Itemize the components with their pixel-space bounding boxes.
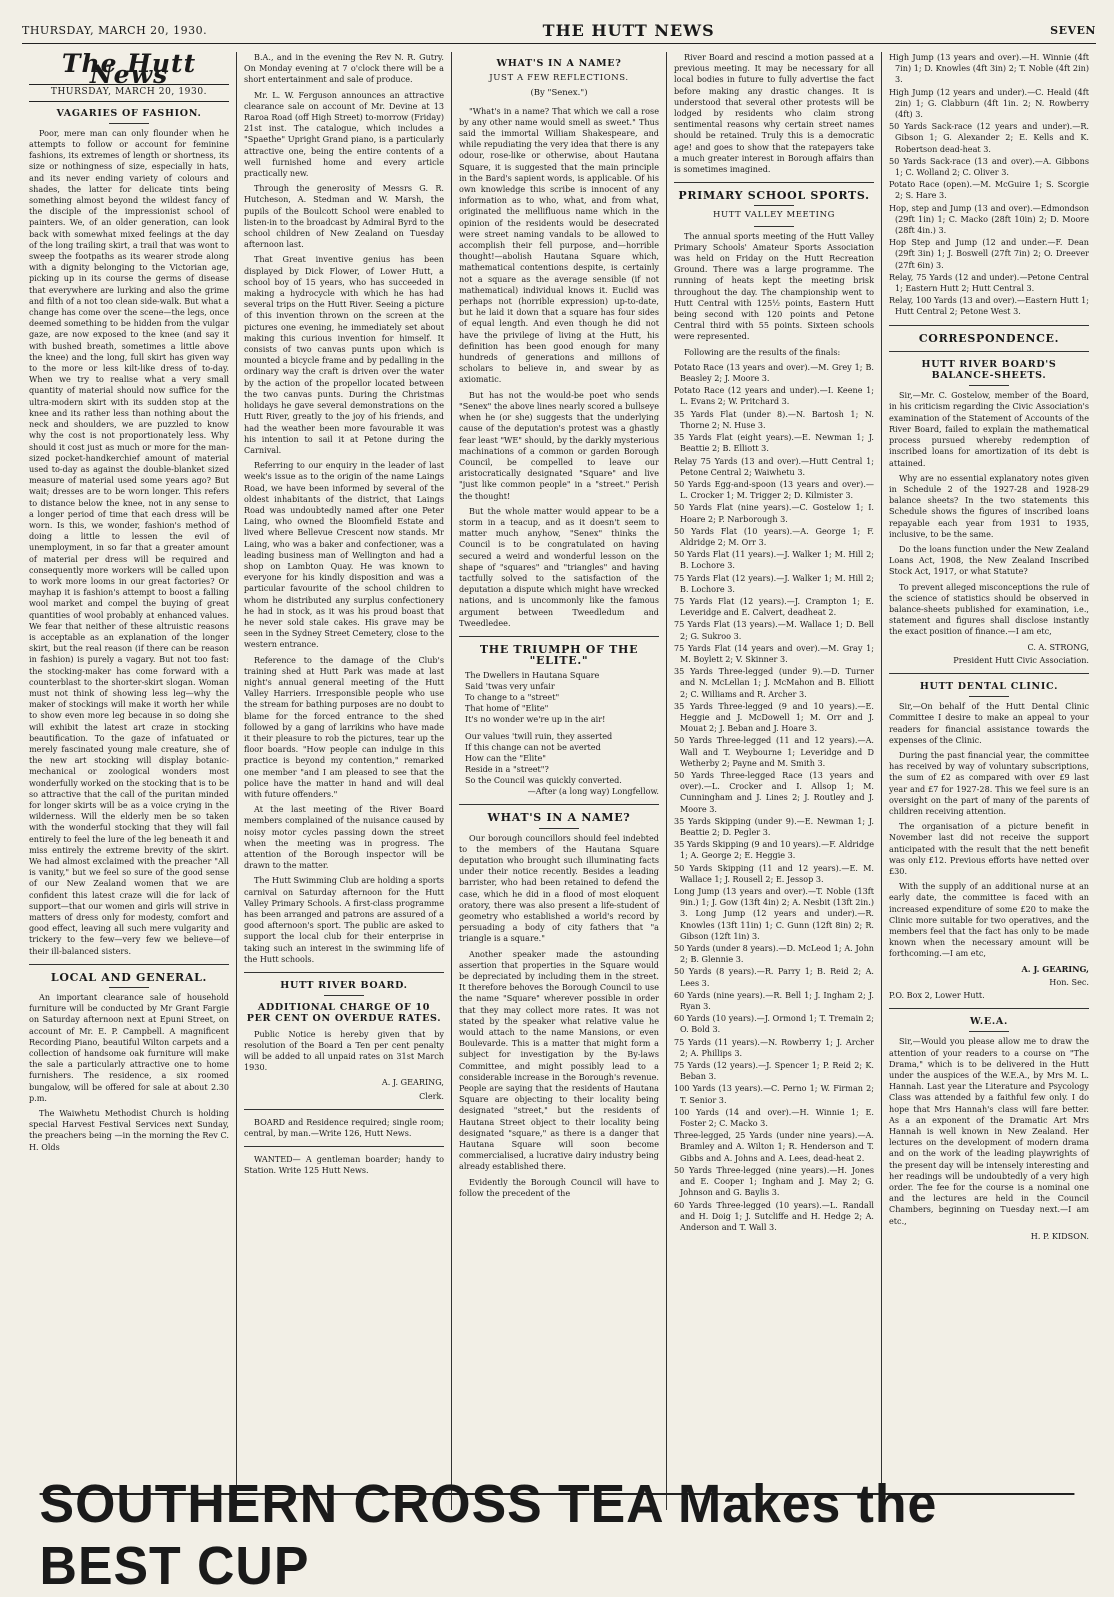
result-item: 50 Yards Flat (nine years).—C. Gostelow 1; I. Hoare 2; P. Narborough 3. <box>674 502 874 524</box>
poem-line: Reside in a "street"? <box>465 764 549 775</box>
divider <box>969 1031 1009 1032</box>
local-paragraph: Referring to our enquiry in the leader of last week's issue as to the origin of the name Laings Road, we have been informed by several of the oldest inhabitants of the district, that Laings Road was undoubtedly named after one Peter Laing, who owned the Bloomfield Estate and lived where Bellevue Crescent now stands. Mr Laing, who was a baker and confectioner, was a leading business man of Wellington and had a shop on Lambton Quay. He was known to everyone for his kindly disposition and was a particular favourite of the school children to whom he distributed any surplus confectionery he had in stock, as it was his proud boast that he never sold stale cakes. His grave may be seen in the Sydney Street Cemetery, close to the western entrance. <box>244 460 444 650</box>
article-paragraph: But has not the would-be poet who sends "Senex" the above lines nearly scored a bullseye when he (or she) suggests that the underlying cause of the deputation's protest was a ghastly fear least "WE" should, by the darkly mysterious machinations of a common or garden Borough Council, be compelled to leave our aristocratically designated "Square" and live "just like common people" in a "street." Perish the thought! <box>459 389 659 501</box>
result-item: 75 Yards Flat (13 years).—M. Wallace 1; D. Bell 2; G. Sukroo 3. <box>674 619 874 641</box>
local-paragraph: Through the generosity of Messrs G. R. Hutcheson, A. Stedman and W. Marsh, the pupils of the Boulcott School were enabled to listen-in to the broadcast by Admiral Byrd to the school children of New Zealand on Tuesday afternoon last. <box>244 183 444 250</box>
divider <box>324 995 364 996</box>
divider <box>889 351 1089 352</box>
columns <box>22 52 1096 1510</box>
result-item: 35 Yards Three-legged (under 9).—D. Turner and N. McLellan 1; J. McMahon and B. Elliott 2; C. Williams and R. Archer 3. <box>674 666 874 699</box>
column-4 <box>667 52 882 1510</box>
poem-line: Our values 'twill ruin, they asserted <box>465 731 613 742</box>
results-list <box>674 362 874 1233</box>
local-paragraph: The Waiwhetu Methodist Church is holding special Harvest Festival Services next Sunday, the preachers being —in the morning the Rev C. H. Olds <box>29 1108 229 1152</box>
result-item: 75 Yards Flat (12 years).—J. Walker 1; M. Hill 2; B. Lochore 3. <box>674 572 874 594</box>
result-item: 50 Yards Skipping (11 and 12 years).—E. M. Wallace 1; J. Rousell 2; E. Jessop 3. <box>674 862 874 884</box>
poem-line: How can the "Elite" <box>465 753 546 764</box>
result-item: 100 Yards (13 years).—C. Perno 1; W. Firman 2; T. Senior 3. <box>674 1083 874 1105</box>
letter-title: HUTT DENTAL CLINIC. <box>919 680 1059 692</box>
letter-paragraph: The organisation of a picture benefit in November last did not receive the support anticipated with the result that the nett benefit was only £12. Previous efforts have netted over £30. <box>889 821 1089 876</box>
result-item: 50 Yards Flat (11 years).—J. Walker 1; M. Hill 2; B. Lochore 3. <box>674 549 874 571</box>
divider <box>244 1146 444 1147</box>
result-item: Relay, 100 Yards (13 and over).—Eastern Hutt 1; Hutt Central 2; Petone West 3. <box>889 295 1089 317</box>
result-item: 50 Yards Flat (10 years).—A. George 1; F. Aldridge 2; M. Orr 3. <box>674 525 874 547</box>
local-paragraph: B.A., and in the evening the Rev N. R. Gutry. On Monday evening at 7 o'clock there will be a short entertainment and sale of produce. <box>244 52 444 85</box>
poem-line: To change to a "street" <box>465 692 560 703</box>
header-paper-name: THE HUTT NEWS <box>542 20 715 40</box>
article-title-name-2: WHAT'S IN A NAME? <box>487 811 631 825</box>
article-paragraph: But the whole matter would appear to be a storm in a teacup, and as it doesn't seem to matter much anyhow, "Senex" thinks the Council is to be congratulated on having secured a weird and wonderful lesson on the shape of "squares" and "triangles" and having tactfully solved to the satisfaction of the deputation a dispute which might have wrecked nations, and is uncommonly like the famous argument between Tweedledum and Tweedledee. <box>459 505 659 628</box>
divider <box>969 385 1009 386</box>
divider <box>109 123 149 124</box>
local-paragraph: That Great inventive genius has been displayed by Dick Flower, of Lower Hutt, a school boy of 15 years, who has succeeded in making a hydrocycle with which he has had several trips on the Hutt River. Seeing a picture of this invention thrown on the screen at the pictures one evening, he immediately set about making this curious invention for himself. It consists of two canvas punts upon which is mounted a bicycle frame and by pedalling in the ordinary way the craft is driven over the water by the action of the propellor located between the two canvas punts. During the Christmas holidays he gave several demonstrations on the Hutt River, greatly to the joy of his friends, and had the weather been more favourable it was his intention to sail it at Petone during the Carnival. <box>244 254 444 455</box>
poem-line: The Dwellers in Hautana Square <box>465 670 600 681</box>
letter-role: Hon. Sec. <box>1049 976 1089 987</box>
running-header <box>22 20 1096 44</box>
classified-ad: BOARD and Residence required; single room; central, by man.—Write 126, Hutt News. <box>244 1116 444 1139</box>
letter-paragraph: During the past financial year, the committee has received by way of voluntary subscriptions, the sum of £2 as compared with over £9 last year and £7 for 1927-28. This we feel sure is an oversight on the part of many of the parents of children receiving attention. <box>889 749 1089 816</box>
divider <box>459 804 659 805</box>
divider <box>244 972 444 973</box>
result-item: 75 Yards (11 years).—N. Rowberry 1; J. Archer 2; A. Phillips 3. <box>674 1036 874 1058</box>
letter-paragraph: Do the loans function under the New Zealand Loans Act, 1908, the New Zealand Inscribed Stock Act, 1917, or what Statute? <box>889 543 1089 577</box>
sports-paragraph: Following are the results of the finals: <box>684 346 841 357</box>
local-paragraph: At the last meeting of the River Board members complained of the nuisance caused by noisy motor cycles passing down the street when the meeting was in progress. The attention of the Borough inspector will be drawn to the matter. <box>244 804 444 871</box>
poem-attribution: —After (a long way) Longfellow. <box>527 786 659 797</box>
result-item: 50 Yards Sack-race (12 years and under).—R. Gibson 1; G. Alexander 2; E. Kells and K. Robertson dead-heat 3. <box>889 121 1089 154</box>
result-item: 35 Yards Three-legged (9 and 10 years).—E. Heggie and J. McDowell 1; M. Orr and J. Mouat 2; J. Beban and J. Hoare 3. <box>674 700 874 734</box>
column-1 <box>22 52 237 1510</box>
result-item: Potato Race (open).—M. McGuire 1; S. Scorgie 2; S. Hare 3. <box>889 179 1089 201</box>
result-item: Relay 75 Yards (13 and over).—Hutt Central 1; Petone Central 2; Waiwhetu 3. <box>674 455 874 477</box>
column-5 <box>882 52 1096 1510</box>
dateline: THURSDAY, MARCH 20, 1930. <box>29 84 229 101</box>
result-item: Long Jump (13 years and over).—T. Noble (13ft 9in.) 1; J. Gow (13ft 4in) 2; A. Nesbit (13ft 2in.) 3. Long Jump (12 years and under).—R. Knowles (13ft 11in) 1; C. Gunn (12ft 8in) 2; R. Gibson (12ft 1in) 3. <box>674 886 874 941</box>
poem-line: Said 'twas very unfair <box>465 681 555 692</box>
result-item: 75 Yards Flat (14 years and over).—M. Gray 1; M. Boylett 2; V. Skinner 3. <box>674 642 874 664</box>
article-paragraph: "What's in a name? That which we call a rose by any other name would smell as sweet." Thus said the immortal William Shakespeare, and while repudiating the very idea that there is any odour, rose-like or otherwise, about Hautana Square, it is suggested that the main principle in the Bard's sapient words, is applicable. Of his own knowledge this scribe is innocent of any information as to who, what, and from what, originated the mellifluous name which in the opinion of the residents would be desecrated were street naming vandals to be allowed to accomplish their fell purpose, and—horrible thought!—abolish Hautana Square which, mathematical contentions despite, is certainly not a square as the average sensible (if not mathematical) individual knows it. Euclid was perhaps not (horrible expression) up-to-date, but he laid it down that a square has four sides of equal length. And even though he did not have the privilege of living at the Hutt, his definition has been good enough for many hundreds of generations and millions of scholars to believe in, and swear by as axiomatic. <box>459 105 659 385</box>
letter-paragraph: Why are no essential explanatory notes given in Schedule 2 of the 1927-28 and 1928-29 balance sheets? In the two statements this Schedule shows the figures of inscribed loans repayable each year from 1931 to 1935, inclusive, to be the same. <box>889 472 1089 539</box>
divider <box>244 1109 444 1110</box>
result-item: 60 Yards (nine years).—R. Bell 1; J. Ingham 2; J. Ryan 3. <box>674 989 874 1012</box>
article-body-fashion: Poor, mere man can only flounder when he attempts to follow or account for feminine fashions, its extremes of length or shortness, its size or nothingness of size, especially in hats, and its never ending variety of colours and shades, the latter for delicate tints being something almost beyond the wildest fancy of the disciple of the impressionist school of painters. We, of an older generation, can look back with somewhat mixed feelings at the day of the long trailing skirt, a trail that was wont to sweep the footpaths as its wearer strode along with a dignity belonging to the Victorian age, picking up in its course the germs of disease that everywhere are lurking and also the grime and filth of a not too clean side-walk. But what a change has come over the scene—the legs, once deemed something to be hidden from the vulgar gaze, are now exposed to the knee (and say it with bushed breath, sometimes a little above the knee) and the long, full skirt has given way to the more or less kilt-like dress of to-day. When we try to realise what a very small quantity of material should now suffice for the ultra-modern skirt with its sudden stop at the knee and its rather less than nothing about the neck and shoulders, we are puzzled to know why the cost is not proportionately less. Why should it cost just as much or more for the man-sized pocket-handkerchief amount of material used to-day as against the double-blanket sized measure of material used some years ago? But wait; dresses are to be worn longer. This refers to distance below the knee, not in any sense to a longer period of time that each dress will be worn. Is this, we wonder, fashion's method of doing a little to lessen the evil of unemployment, in so far that a greater amount of material per dress will be required and consequently more workers will be called upon to work more looms in our great factories? Or mayhap it is fashion's attempt to boost a falling wool market and compel the buying of great quantities of wool probably at enhanced values. We fear that neither of these altruistic reasons is acceptable as an explanation of the longer skirt, but the real reason (if there can be reason in fashion) is purely a vagary. But not too fast: the stocking-maker has come forward with a counterblast to the shorter-skirt slogan. Woman must not think of showing less leg—why the maker of stockings will make it worth her while to show even more leg because in so doing she will exhibit the latest art craze in stocking beautification. To the gaze of infatuated or merely fascinated young male creature, she of the new art stocking will display botanic-mechanical or zoological wonders most wonderfully worked on the stocking that is to be so attractive that the call of the puritan minded for longer skirts will be as a voice crying in the wilderness. Will the elderly men be so taken with the wonderful stocking that they will fail entirely to feel the lure of the leg beneath it and miss entirely the extreme brevity of the skirt. We had almost exclaimed with the preacher "All is vanity," but we feel so sure of the good sense of our New Zealand women that we are confident this latest craze will die for lack of support—that our women and girls will strive in matters of dress only for modesty, comfort and good effect, leaving all such mere vulgarity and trickery to the few—very few we believe—of their ill-balanced sisters. <box>29 127 229 956</box>
article-paragraph: River Board and rescind a motion passed at a previous meeting. It may be necessary for all local bodies in future to fully advertise the fact before making any drastic changes. It is understood that several other protests will be lodged by residents who claim strong sentimental reasons why certain street names should be retained. Truly this is a democratic age! and goes to show that the ratepayers take a much greater interest in Borough affairs than is sometimes imagined. <box>674 52 874 175</box>
sports-paragraph: The annual sports meeting of the Hutt Valley Primary Schools' Amateur Sports Association was held on Friday on the Hutt Recreation Ground. There was a large programme. The running of heats kept the meeting brisk throughout the day. The championship went to Hutt Central with 125½ points, Eastern Hutt being second with 120 points and Petone Central third with 55 points. Sixteen schools were represented. <box>674 230 874 342</box>
divider <box>109 987 149 988</box>
results-list <box>889 52 1089 318</box>
result-item: 75 Yards Flat (12 years).—J. Crampton 1; E. Leveridge and E. Calvert, deadheat 2. <box>674 595 874 618</box>
local-paragraph: An important clearance sale of household furniture will be conducted by Mr Grant Fargie on Saturday afternoon next at Epuni Street, on account of Mr. E. P. Campbell. A magnificent Recording Piano, beautiful Wilton carpets and a collection of handsome oak furniture will make the sale a particularly attractive one to home furnishers. The residence, a six roomed bungalow, will be offered for sale at about 2.30 p.m. <box>29 992 229 1103</box>
result-item: High Jump (13 years and over).—H. Winnie (4ft 7in) 1; D. Knowles (4ft 3in) 2; T. Noble (4ft 2in) 3. <box>889 52 1089 85</box>
correspondence-title: CORRESPONDENCE. <box>918 331 1060 345</box>
sports-title: PRIMARY SCHOOL SPORTS. <box>678 189 870 203</box>
banner-text: SOUTHERN CROSS TEA Makes the BEST CUP <box>39 1474 938 1596</box>
result-item: 50 Yards Three-legged Race (13 years and over).—L. Crocker and I. Allsop 1; M. Cunningham and J. Lines 2; J. Routley and J. Moore 3. <box>674 769 874 814</box>
result-item: 50 Yards (8 years).—R. Parry 1; B. Reid 2; A. Lees 3. <box>674 966 874 988</box>
letter-signature: A. J. GEARING, <box>1021 963 1089 974</box>
result-item: Hop Step and Jump (12 and under.—F. Dean (29ft 3in) 1; J. Boswell (27ft 7in) 2; O. Dreever (27ft 6in) 3. <box>889 237 1089 270</box>
notice-signature: A. J. GEARING, <box>381 1077 444 1088</box>
local-paragraph: Mr. L. W. Ferguson announces an attractive clearance sale on account of Mr. Devine at 13 Raroa Road (off High Street) to-morrow (Friday) 21st inst. The catalogue, which includes a "Spaethe" Upright Grand piano, is a particularly attractive one, being the entire contents of a well furnished home and every article practically new. <box>244 89 444 179</box>
result-item: Three-legged, 25 Yards (under nine years).—A. Bramley and A. Wilton 1; R. Henderson and T. Gibbs and A. Johns and A. Lees, dead-heat 2. <box>674 1130 874 1163</box>
result-item: 35 Yards Flat (under 8).—N. Bartosh 1; N. Thorne 2; N. Huse 3. <box>674 408 874 430</box>
letter-title: W.E.A. <box>970 1016 1008 1028</box>
column-2 <box>237 52 452 1510</box>
divider <box>674 182 874 183</box>
section-title-local: LOCAL AND GENERAL. <box>50 970 208 984</box>
result-item: High Jump (12 years and under).—C. Heald (4ft 2in) 1; G. Clabburn (4ft 1in. 2; N. Rowberry (4ft) 3. <box>889 86 1089 120</box>
result-item: 100 Yards (14 and over).—H. Winnie 1; E. Foster 2; C. Macko 3. <box>674 1106 874 1129</box>
divider <box>29 964 229 965</box>
article-paragraph: Evidently the Borough Council will have to follow the precedent of the <box>459 1176 659 1198</box>
divider <box>459 636 659 637</box>
result-item: Potato Race (13 years and over).—M. Grey 1; B. Beasley 2; J. Moore 3. <box>674 361 874 384</box>
letter-paragraph: To prevent alleged misconceptions the rule of the science of statistics should be observed in balance-sheets published for examination, i.e., statement and figures shall disclose instantly the exact position of finance.—I am etc, <box>889 581 1089 637</box>
poem-line: So the Council was quickly converted. <box>465 775 622 786</box>
article-paragraph: Another speaker made the astounding assertion that properties in the Square would be depreciated by including them in the street. It therefore behoves the Borough Council to use the name "Square" wherever possible in order that they may collect more rates. It was not stated by the speaker what relative value he would attach to the name Mansions, or even Boulevarde. This is a matter that might form a subject for investigation by the By-laws Committee, and might possibly lead to a considerable increase in the Borough's revenue. People are saying that the residents of Hautana Square are objecting to their locality being designated "street," but the residents of Hautana Street object to their locality being designated "square," as there is a danger that Hautana Square will soon become commercialised, a lucrative dairy industry being already established there. <box>459 948 659 1172</box>
column-3 <box>452 52 667 1510</box>
result-item: 35 Yards Skipping (9 and 10 years).—F. Aldridge 1; A. George 2; E. Heggie 3. <box>674 839 874 861</box>
result-item: 50 Yards Three-legged (11 and 12 years).—A. Wall and T. Weybourne 1; Leveridge and D Wetherby 2; Payne and M. Smith 3. <box>674 735 874 768</box>
letter-paragraph: Sir,—On behalf of the Hutt Dental Clinic Committee I desire to make an appeal to your readers for financial assistance towards the expenses of the Clinic. <box>889 701 1089 745</box>
divider <box>754 226 794 227</box>
notice-role: Clerk. <box>419 1090 444 1101</box>
header-date: THURSDAY, MARCH 20, 1930. <box>22 23 208 37</box>
result-item: 50 Yards Sack-race (13 and over).—A. Gibbons 1; C. Wolland 2; C. Oliver 3. <box>889 155 1089 178</box>
poem-line: It's no wonder we're up in the air! <box>465 714 606 725</box>
letter-paragraph: With the supply of an additional nurse at an early date, the committee is faced with an increased expenditure of some £20 to make the Clinic more suitable for two operatives, and the members feel that the fact has only to be made known when the necessary amount will be forthcoming.—I am etc, <box>889 881 1089 959</box>
divider <box>889 673 1089 674</box>
letter-paragraph: Sir,—Would you please allow me to draw the attention of your readers to a course on "The Drama," which is to be delivered in the Hutt under the auspices of the W.E.A., by Mrs M. L. Hannah. Last year the Literature and Psycology Class was attended by a faithful few only. I do hope that Mrs Hannah's class will fare better. As a an exponent of the Dramatic Art Mrs Hannah is well known in New Zealand. Her lectures on the development of modern drama and on the work of the leading playwrights of the present day will be intensely interesting and her readings will be undoubtedly of a very high order. The fee for the course is a nominal one and the lectures are held in the Council Chambers, beginning on Tuesday next.—I am etc., <box>889 1036 1089 1226</box>
result-item: 60 Yards (10 years).—J. Ormond 1; T. Tremain 2; O. Bold 3. <box>674 1013 874 1035</box>
poem-line: If this change can not be averted <box>465 742 601 753</box>
article-paragraph: Our borough councillors should feel indebted to the members of the Hautana Square deputation who brought such illuminating facts under their notice recently. Besides a leading barrister, who had been retained to defend the case, which he did in a flood of most eloquent oratory, there was also present a life-student of geometry who established a world's record by persuading a body of city fathers that "a triangle is a square." <box>459 832 659 944</box>
poem <box>465 670 659 797</box>
result-item: 50 Yards Three-legged (nine years).—H. Jones and E. Cooper 1; Ingham and J. May 2; G. Johnson and G. Baylis 3. <box>674 1164 874 1198</box>
sports-subtitle: HUTT VALLEY MEETING <box>712 210 836 221</box>
letter-address: P.O. Box 2, Lower Hutt. <box>889 990 985 1001</box>
poem-line: That home of "Elite" <box>465 703 549 714</box>
letter-signature: C. A. STRONG, <box>1027 641 1089 652</box>
byline: (By "Senex.") <box>530 88 588 99</box>
notice-subtitle: ADDITIONAL CHARGE OF 10 PER CENT ON OVERDUE RATES. <box>246 1002 442 1025</box>
divider <box>539 828 579 829</box>
divider <box>754 205 794 206</box>
local-paragraph: The Hutt Swimming Club are holding a sports carnival on Saturday afternoon for the Hutt Valley Primary Schools. A first-class programme has been arranged and patrons are assured of a good afternoon's sport. The public are asked to support the local club for their enterprise in taking such an interest in the swimming life of the Hutt schools. <box>244 875 444 964</box>
local-paragraph: Reference to the damage of the Club's training shed at Hutt Park was made at last night's annual general meeting of the Hutt Valley Harriers. Irresponsible people who use the stream for bathing purposes are no doubt to blame for the forced entrance to the shed followed by a gang of larrikins who have made it their pleasure to rob the pictures, tear up the floor boards. "How people can indulge in this practice is beyond my contention," remarked one member "and I am pleased to see that the police have the matter in hand and will deal with future offenders." <box>244 654 444 799</box>
result-item: 50 Yards (under 8 years).—D. McLeod 1; A. John 2; B. Glennie 3. <box>674 943 874 965</box>
poem-title: THE TRIUMPH OF THE "ELITE." <box>479 642 639 668</box>
divider <box>969 696 1009 697</box>
result-item: 35 Yards Flat (eight years).—E. Newman 1; J. Beattie 2; B. Elliott 3. <box>674 432 874 454</box>
result-item: Potato Race (12 years and under).—I. Keene 1; L. Evans 2; W. Pritchard 3. <box>674 385 874 407</box>
classified-ad: WANTED— A gentleman boarder; handy to Station. Write 125 Hutt News. <box>244 1154 444 1176</box>
article-subtitle: JUST A FEW REFLECTIONS. <box>489 73 629 84</box>
letter-title: HUTT RIVER BOARD'S BALANCE-SHEETS. <box>921 358 1057 382</box>
divider <box>889 1008 1089 1009</box>
result-item: 75 Yards (12 years).—J. Spencer 1; P. Reid 2; K. Beban 3. <box>674 1060 874 1082</box>
advertisement-banner <box>39 1474 1075 1596</box>
result-item: 50 Yards Egg-and-spoon (13 years and over).—L. Crocker 1; M. Trigger 2; D. Kilmister 3. <box>674 478 874 501</box>
result-item: 35 Yards Skipping (under 9).—E. Newman 1; J. Beattie 2; D. Pegler 3. <box>674 815 874 837</box>
result-item: Hop, step and Jump (13 and over).—Edmondson (29ft 1in) 1; C. Macko (28ft 10in) 2; D. Moore (28ft 4in.) 3. <box>889 202 1089 236</box>
notice-body: Public Notice is hereby given that by resolution of the Board a Ten per cent penalty will be added to all unpaid rates on 31st March 1930. <box>244 1028 444 1073</box>
article-title-name: WHAT'S IN A NAME? <box>496 58 622 69</box>
letter-signature: H. P. KIDSON. <box>1030 1230 1089 1241</box>
result-item: 60 Yards Three-legged (10 years).—L. Randall and H. Doig 1; J. Sutcliffe and H. Hedge 2; A. Anderson and T. Wall 3. <box>674 1199 874 1232</box>
letter-role: President Hutt Civic Association. <box>953 654 1089 665</box>
article-title-fashion: VAGARIES OF FASHION. <box>56 107 202 119</box>
divider <box>889 325 1089 326</box>
masthead: The Hutt News <box>61 52 197 90</box>
notice-title: HUTT RIVER BOARD. <box>280 980 408 992</box>
letter-paragraph: Sir,—Mr. C. Gostelow, member of the Board, in his criticism regarding the Civic Association's examination of the Statement of Accounts of the River Board, failed to explain the mathematical process pursued whereby redemption of inscribed loans for amortization of its debt is attained. <box>889 390 1089 468</box>
header-page-number: SEVEN <box>1050 23 1096 37</box>
result-item: Relay, 75 Yards (12 and under).—Petone Central 1; Eastern Hutt 2; Hutt Central 3. <box>889 271 1089 294</box>
